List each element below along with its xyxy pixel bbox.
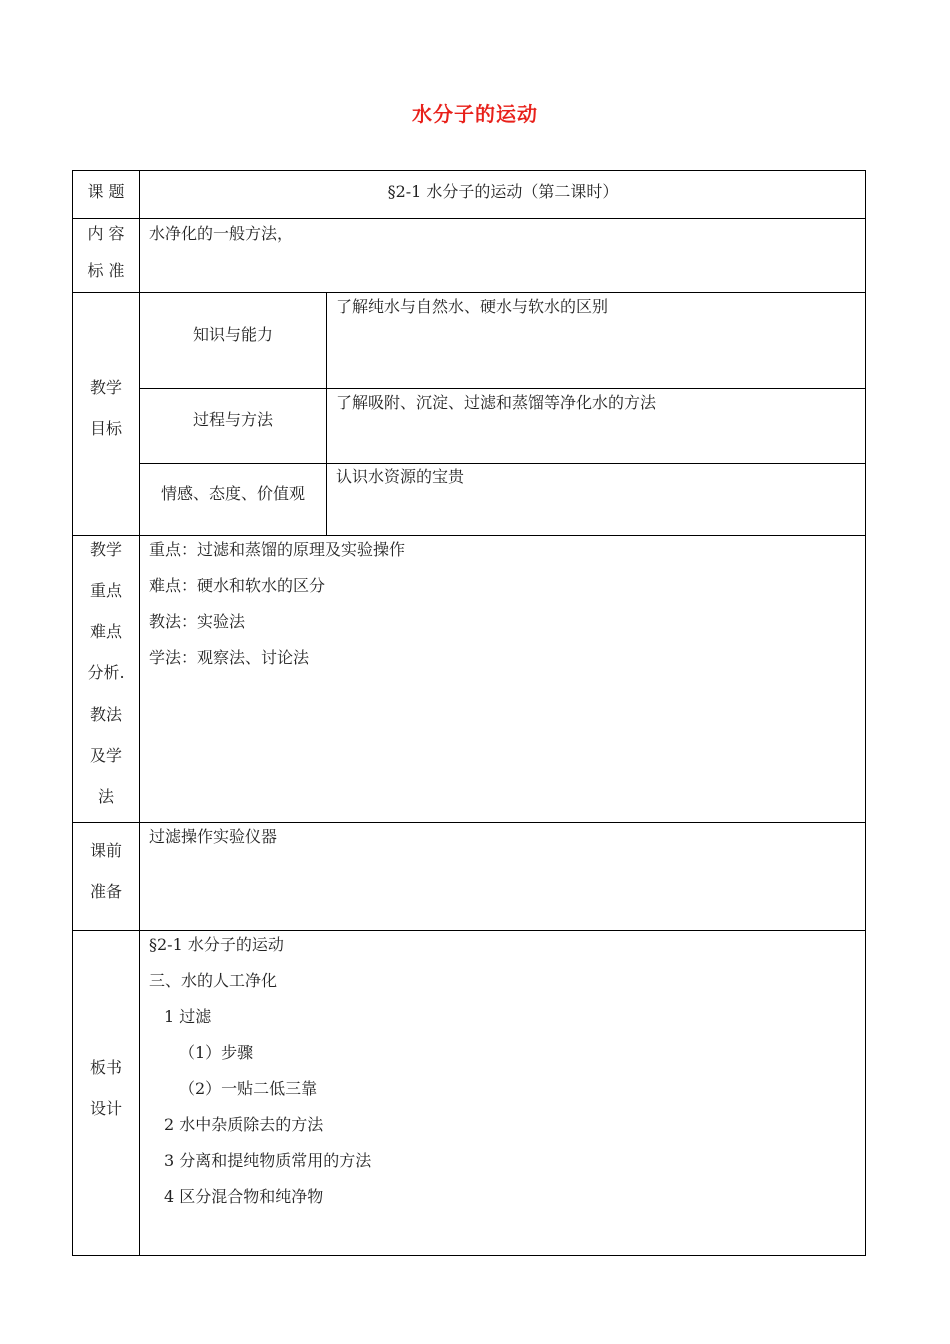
- goal-name: 知识与能力: [192, 325, 273, 344]
- board-line: 4 区分混合物和纯净物: [164, 1187, 324, 1206]
- preparation-label-line1: 课前: [89, 841, 122, 860]
- board-line: 3 分离和提纯物质常用的方法: [164, 1151, 372, 1170]
- goals-label-line1: 教学: [89, 378, 122, 397]
- board-label-line1: 板书: [89, 1058, 122, 1077]
- goal-name: 情感、态度、价值观: [160, 484, 305, 503]
- row-divider: [72, 930, 866, 931]
- analysis-line: 重点：过滤和蒸馏的原理及实验操作: [149, 540, 406, 559]
- board-label-line2: 设计: [89, 1099, 122, 1118]
- analysis-line: 难点：硬水和软水的区分: [149, 576, 326, 595]
- standard-label-line1: 内 容: [87, 224, 125, 243]
- goal-value: 了解吸附、沉淀、过滤和蒸馏等净化水的方法: [336, 393, 657, 412]
- board-line: 三、水的人工净化: [149, 971, 278, 990]
- analysis-label-line: 法: [97, 787, 114, 806]
- row-divider: [72, 292, 866, 293]
- topic-label: 课 题: [87, 182, 125, 201]
- analysis-label-line: 难点: [89, 622, 122, 641]
- goals-label-line2: 目标: [89, 419, 122, 438]
- row-divider: [72, 535, 866, 536]
- preparation-value: 过滤操作实验仪器: [149, 827, 278, 846]
- analysis-label-line: 教法: [89, 705, 122, 724]
- topic-value: §2-1 水分子的运动（第二课时）: [387, 182, 619, 201]
- analysis-line: 学法：观察法、讨论法: [149, 648, 310, 667]
- analysis-label-line: 分析.: [87, 663, 125, 682]
- analysis-label-line: 重点: [89, 581, 122, 600]
- goal-value: 了解纯水与自然水、硬水与软水的区别: [336, 297, 609, 316]
- row-divider: [72, 218, 866, 219]
- analysis-line: 教法：实验法: [149, 612, 246, 631]
- analysis-label-line: 及学: [89, 746, 122, 765]
- preparation-label-line2: 准备: [89, 882, 122, 901]
- board-line: （2）一贴二低三靠: [179, 1079, 318, 1098]
- standard-label-line2: 标 准: [87, 261, 125, 280]
- board-line: （1）步骤: [179, 1043, 254, 1062]
- goal-value: 认识水资源的宝贵: [336, 467, 465, 486]
- standard-value: 水净化的一般方法，: [149, 224, 294, 243]
- page-title: 水分子的运动: [412, 102, 538, 126]
- analysis-label-line: 教学: [89, 540, 122, 559]
- row-divider: [72, 822, 866, 823]
- goal-name: 过程与方法: [192, 410, 273, 429]
- row-divider: [140, 463, 866, 464]
- board-line: 1 过滤: [164, 1007, 212, 1026]
- board-line: 2 水中杂质除去的方法: [164, 1115, 324, 1134]
- column-divider: [326, 292, 327, 535]
- row-divider: [140, 388, 866, 389]
- board-line: §2-1 水分子的运动: [149, 935, 284, 954]
